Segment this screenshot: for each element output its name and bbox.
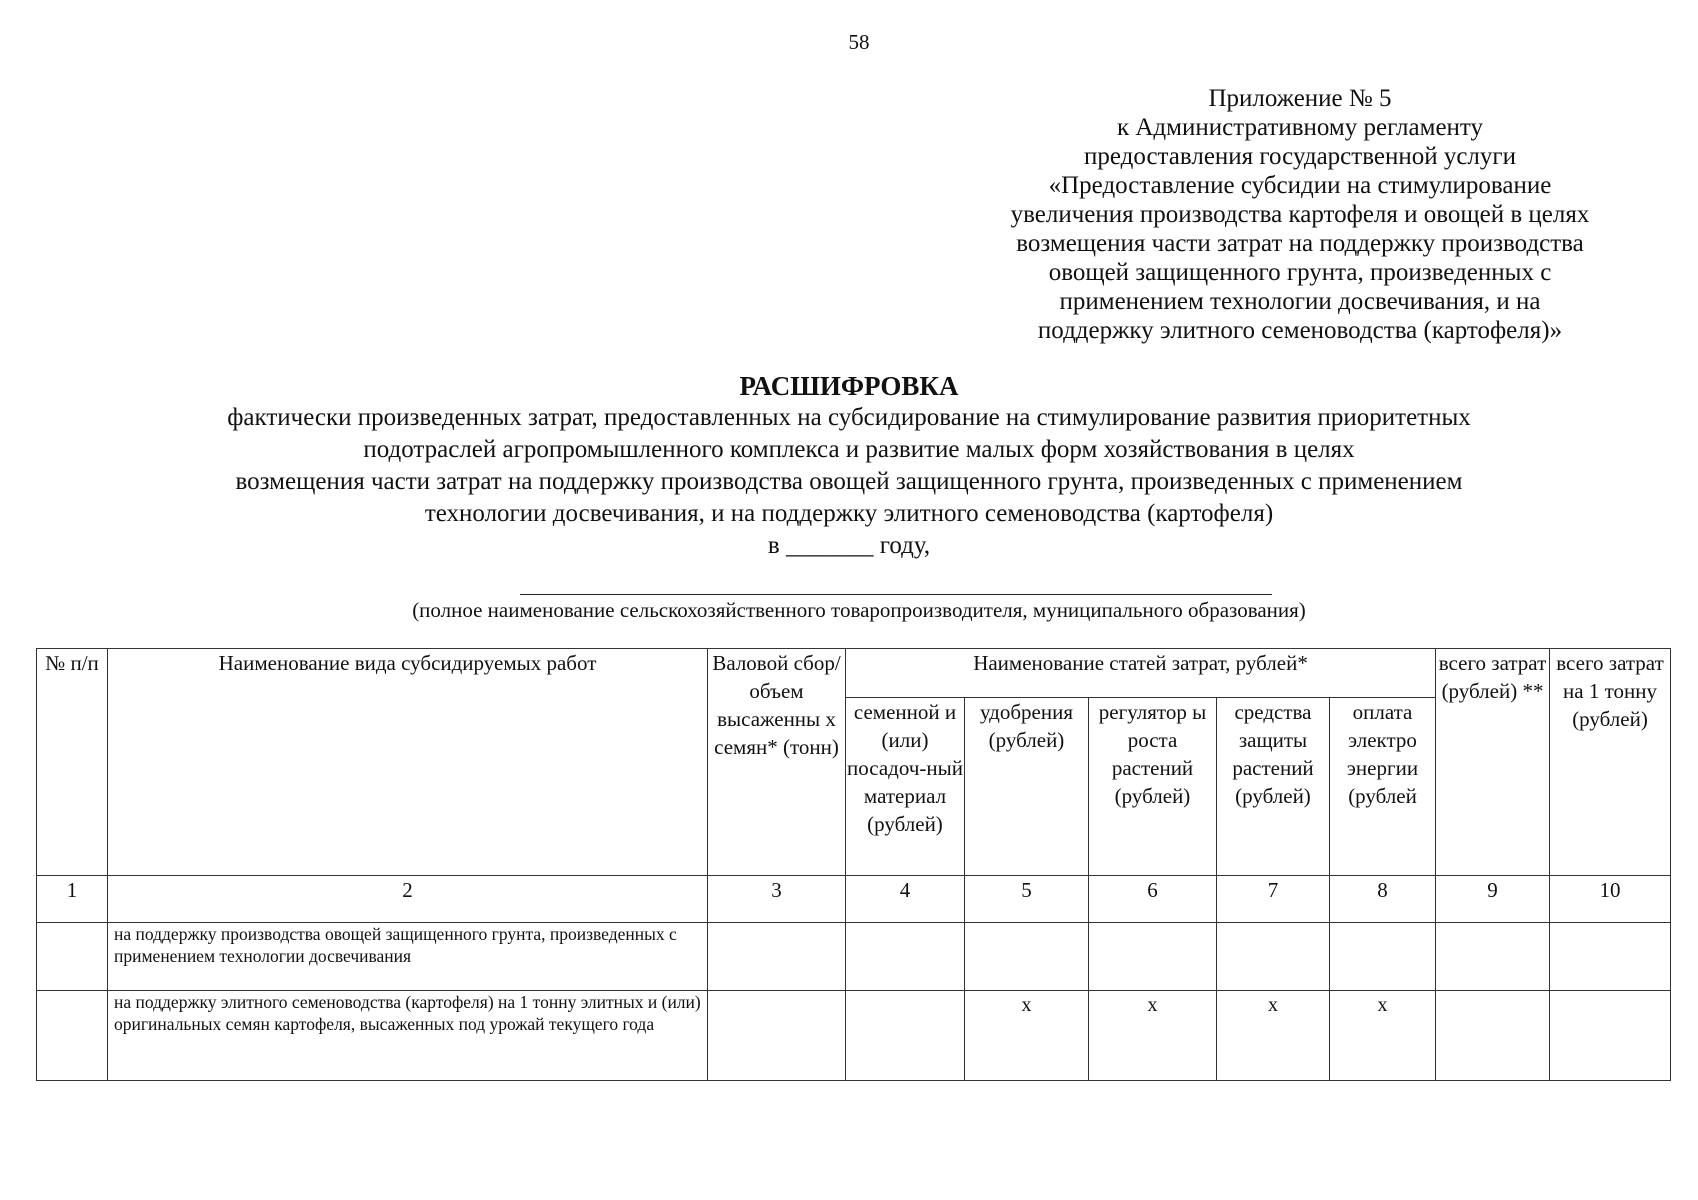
table-row [37, 923, 1671, 991]
excluded-mark: х [1089, 991, 1217, 1081]
appendix-line: увеличения производства картофеля и овощей в целях [1010, 201, 1590, 228]
title-block [0, 370, 1698, 530]
table-cell [965, 923, 1089, 991]
subtitle-line: технологии досвечивания, и на поддержку элитного семеноводства (картофеля) [424, 500, 1274, 527]
table-cell [1330, 923, 1436, 991]
row-num-cell [37, 923, 108, 991]
column-number: 8 [1330, 876, 1436, 923]
column-number: 3 [708, 876, 846, 923]
row-description: на поддержку элитного семеноводства (картофеля) на 1 тонну элитных и (или) оригинальных семян картофеля, высаженных под урожай текущего года [108, 991, 708, 1081]
column-number: 10 [1550, 876, 1671, 923]
header-num: № п/п [37, 649, 108, 876]
header-total: всего затрат (рублей) ** [1436, 649, 1550, 876]
table-cell [1436, 923, 1550, 991]
column-number: 5 [965, 876, 1089, 923]
column-number: 7 [1217, 876, 1330, 923]
table-row [37, 991, 1671, 1081]
header-electricity: оплата электро энергии (рублей [1330, 698, 1436, 876]
table-cell [1436, 991, 1550, 1081]
table-cell [1217, 923, 1330, 991]
header-per-ton: всего затрат на 1 тонну (рублей) [1550, 649, 1671, 876]
header-regulators: регулятор ы роста растений (рублей) [1089, 698, 1217, 876]
table-cell [846, 991, 965, 1081]
column-number: 2 [108, 876, 708, 923]
appendix-line: овощей защищенного грунта, произведенных с [1048, 259, 1552, 286]
header-protection: средства защиты растений (рублей) [1217, 698, 1330, 876]
column-number: 6 [1089, 876, 1217, 923]
appendix-line: поддержку элитного семеноводства (картофеля)» [1037, 317, 1563, 344]
table-cell [708, 923, 846, 991]
column-number: 4 [846, 876, 965, 923]
appendix-line: возмещения части затрат на поддержку производства [1016, 230, 1584, 257]
subtitle-line: возмещения части затрат на поддержку производства овощей защищенного грунта, произведенных с применением [235, 468, 1463, 495]
appendix-line: «Предоставление субсидии на стимулирование [1048, 172, 1552, 199]
subtitle-line: подотраслей агропромышленного комплекса и развитие малых форм хозяйствования в целях [363, 436, 1355, 463]
column-number: 1 [37, 876, 108, 923]
header-fertilizer: удобрения (рублей) [965, 698, 1089, 876]
year-line: в _______ году, [767, 532, 931, 559]
excluded-mark: х [1330, 991, 1436, 1081]
name-caption: (полное наименование сельскохозяйственного товаропроизводителя, муниципального образования) [412, 598, 1306, 622]
costs-table [36, 648, 1671, 1081]
table-cell [1550, 923, 1671, 991]
excluded-mark: х [1217, 991, 1330, 1081]
appendix-line: Приложение № 5 [1208, 85, 1392, 112]
name-underline [520, 594, 1272, 595]
appendix-block [945, 84, 1655, 345]
appendix-line: применением технологии досвечивания, и на [1059, 288, 1541, 315]
column-number: 9 [1436, 876, 1550, 923]
header-seed: семенной и (или) посадоч-ный материал (рублей) [846, 698, 965, 876]
appendix-line: к Административному регламенту [1116, 114, 1484, 141]
header-gross: Валовой сбор/объем высаженны х семян* (тонн) [708, 649, 846, 876]
subtitle-line: фактически произведенных затрат, предоставленных на субсидирование на стимулирование развития приоритетных [227, 404, 1471, 431]
page-number: 58 [848, 30, 870, 54]
excluded-mark: х [965, 991, 1089, 1081]
document-title: РАСШИФРОВКА [739, 371, 959, 401]
table-cell [708, 991, 846, 1081]
table-cell [1550, 991, 1671, 1081]
header-work-name: Наименование вида субсидируемых работ [108, 649, 708, 876]
appendix-line: предоставления государственной услуги [1083, 143, 1517, 170]
header-cost-items: Наименование статей затрат, рублей* [846, 649, 1436, 698]
row-description: на поддержку производства овощей защищенного грунта, произведенных с применением технологии досвечивания [108, 923, 708, 991]
table-cell [1089, 923, 1217, 991]
table-cell [846, 923, 965, 991]
row-num-cell [37, 991, 108, 1081]
